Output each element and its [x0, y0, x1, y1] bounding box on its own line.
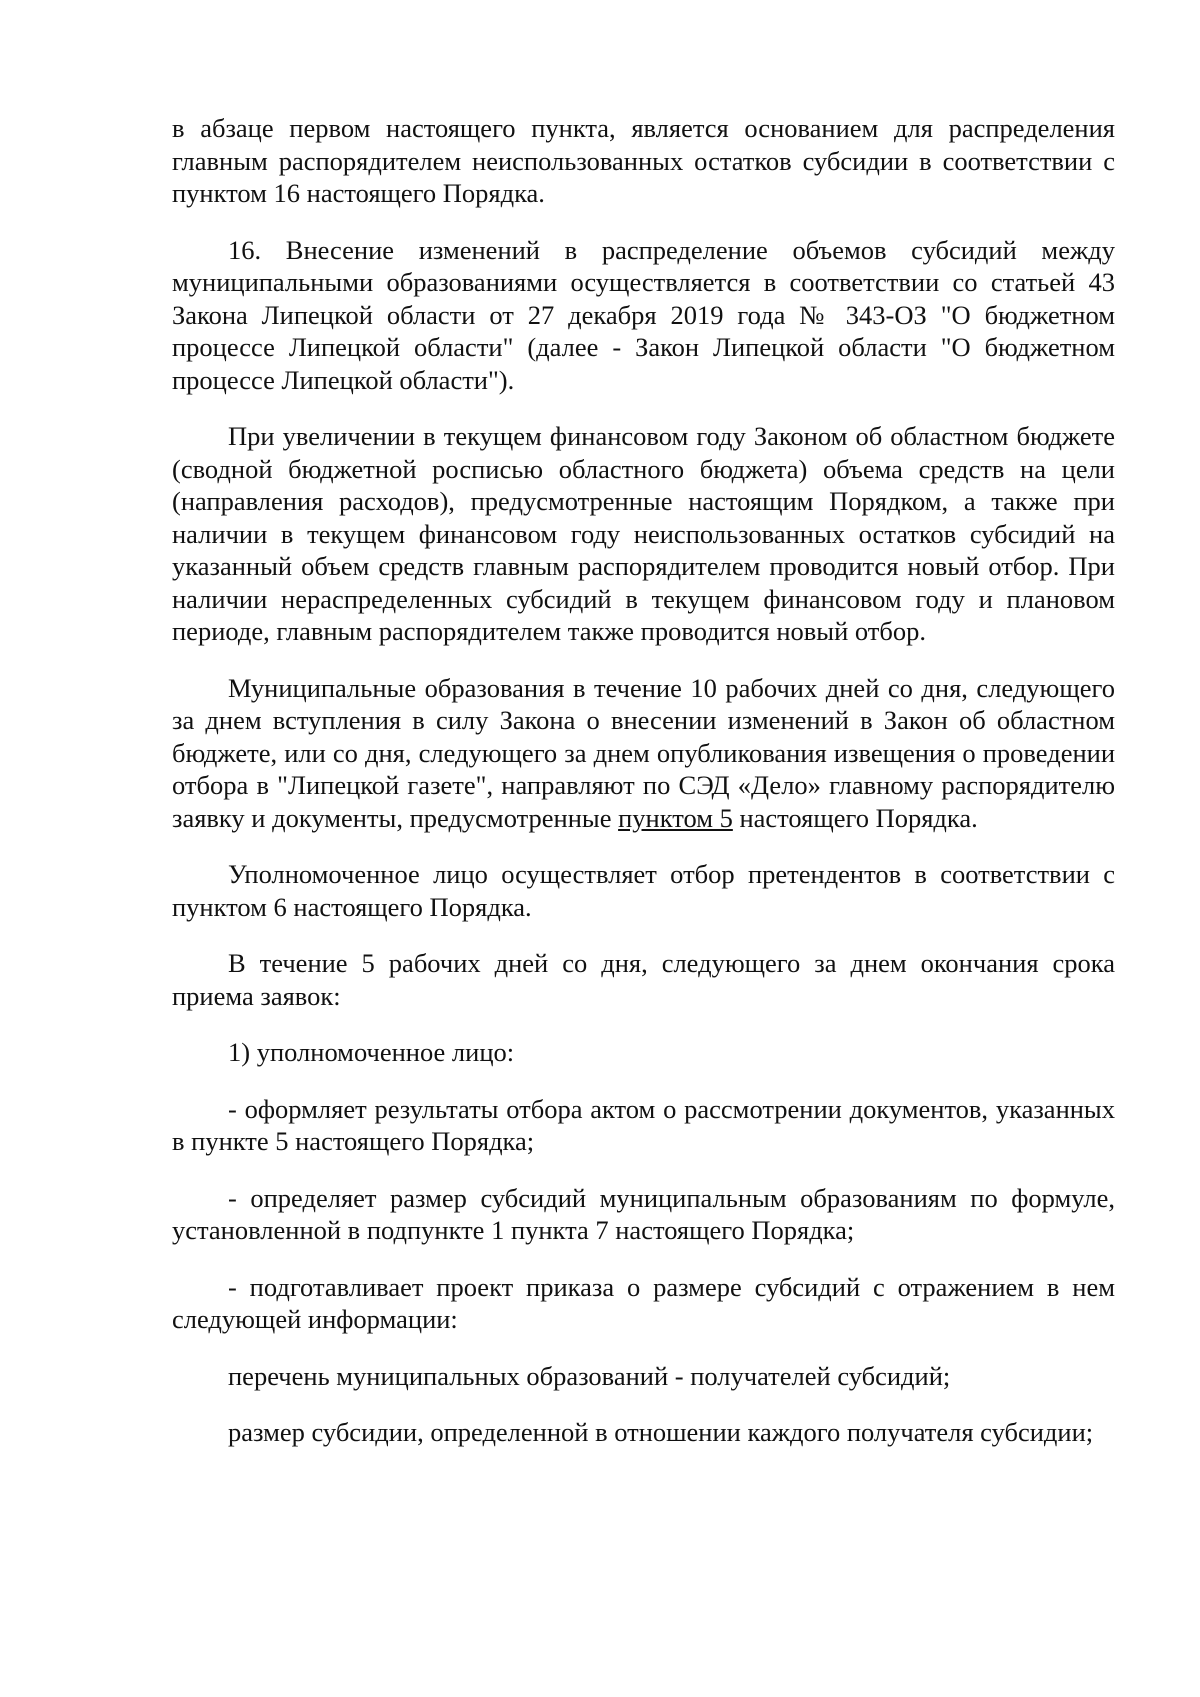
point-5-link[interactable]: пунктом 5: [618, 802, 733, 833]
paragraph-deadline: В течение 5 рабочих дней со дня, следующего за днем окончания срока приема заявок:: [172, 948, 1115, 1011]
list-subitem-act: - оформляет результаты отбора актом о рассмотрении документов, указанных в пункте 5 настоящего Порядка;: [172, 1093, 1115, 1156]
paragraph-continuation: в абзаце первом настоящего пункта, является основанием для распределения главным распорядителем неиспользованных остатков субсидии в соответствии с пунктом 16 настоящего Порядка.: [172, 113, 1115, 208]
document-page: [172, 112, 1115, 1473]
paragraph-municipal-applications: [172, 672, 1115, 835]
paragraph-new-selection: При увеличении в текущем финансовом году Законом об областном бюджете (сводной бюджетной росписью областного бюджета) объема средств на цели (направления расходов), предусмотренные настоящим Порядком, а также при наличии в текущем финансовом году неиспользованных остатков субсидий на указанный объем средств главным распорядителем проводится новый отбор. При наличии нераспределенных субсидий в текущем финансовом году и плановом периоде, главным распорядителем также проводится новый отбор.: [172, 421, 1115, 646]
list-subitem-size: размер субсидии, определенной в отношении каждого получателя субсидии;: [228, 1417, 1094, 1447]
paragraph-text: Муниципальные образования в течение 10 рабочих дней со дня, следующего за днем вступления в силу Закона о внесении изменений в Закон об областном бюджете, или со дня, следующего за днем опубликования извещения о проведении отбора в "Липецкой газете", направляют по СЭД «Дело» главному распорядителю заявку и документы, предусмотренные: [172, 672, 1115, 833]
list-subitem-formula: - определяет размер субсидий муниципальным образованиям по формуле, установленной в подпункте 1 пункта 7 настоящего Порядка;: [172, 1182, 1115, 1245]
list-subitem-recipients: перечень муниципальных образований - получателей субсидий;: [228, 1360, 951, 1391]
paragraph-authorized-person: Уполномоченное лицо осуществляет отбор претендентов в соответствии с пунктом 6 настоящего Порядка.: [172, 859, 1115, 922]
list-item-1: 1) уполномоченное лицо:: [228, 1037, 515, 1067]
paragraph-text-end: настоящего Порядка.: [732, 802, 978, 833]
paragraph-item-16: 16. Внесение изменений в распределение объемов субсидий между муниципальными образованиями осуществляется в соответствии со статьей 43 Закона Липецкой области от 27 декабря 2019 года № 343-ОЗ "О бюджетном процессе Липецкой области" (далее - Закон Липецкой области "О бюджетном процессе Липецкой области").: [172, 234, 1115, 395]
list-subitem-draft-order: - подготавливает проект приказа о размере субсидий с отражением в нем следующей информации:: [172, 1271, 1115, 1334]
